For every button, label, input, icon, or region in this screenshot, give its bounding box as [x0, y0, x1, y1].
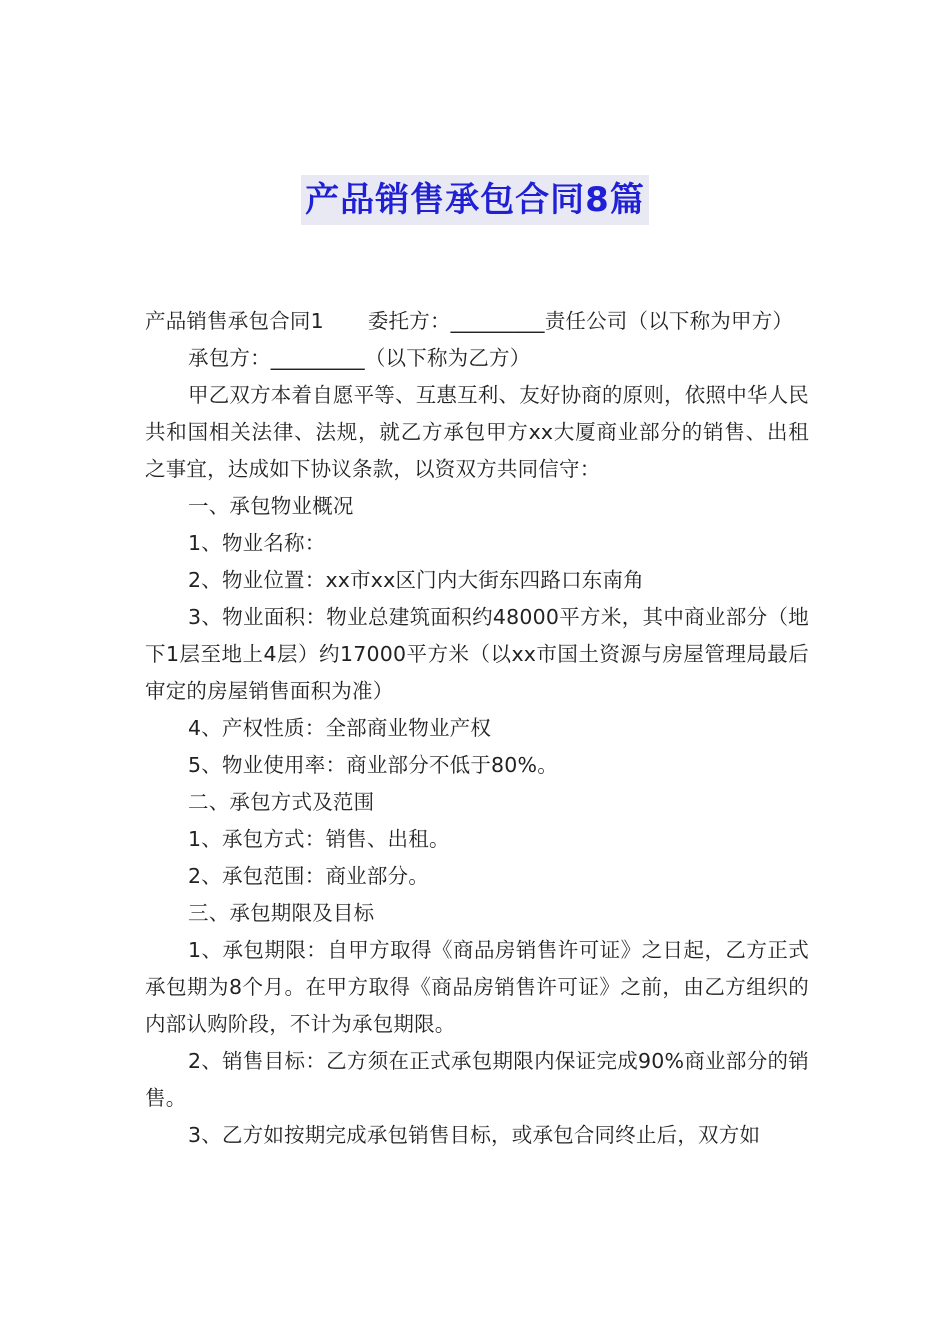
paragraph: 1、承包期限：自甲方取得《商品房销售许可证》之日起，乙方正式承包期为8个月。在甲方取得《商品房销售许可证》之前，由乙方组织的内部认购阶段，不计为承包期限。: [145, 938, 809, 1036]
section-heading: 产品销售承包合同1: [145, 309, 324, 333]
title-area: [0, 175, 950, 225]
paragraph: 2、承包范围：商业部分。: [188, 864, 429, 888]
paragraph: 一、承包物业概况: [188, 494, 354, 518]
paragraph: 承包方：_________（以下称为乙方）: [188, 346, 531, 370]
paragraph: 3、物业面积：物业总建筑面积约48000平方米，其中商业部分（地下1层至地上4层）约17000平方米（以xx市国土资源与房屋管理局最后审定的房屋销售面积为准）: [145, 605, 809, 703]
paragraph: 2、物业位置：xx市xx区门内大街东四路口东南角: [188, 568, 644, 592]
document-body: [145, 303, 809, 1154]
paragraph: 2、销售目标：乙方须在正式承包期限内保证完成90%商业部分的销售。: [145, 1049, 809, 1110]
paragraph: 1、物业名称：: [188, 531, 326, 555]
paragraph: 三、承包期限及目标: [188, 901, 375, 925]
paragraph: 4、产权性质：全部商业物业产权: [188, 716, 492, 740]
paragraph: 甲乙双方本着自愿平等、互惠互利、友好协商的原则，依照中华人民共和国相关法律、法规，就乙方承包甲方xx大厦商业部分的销售、出租之事宜，达成如下协议条款，以资双方共同信守：: [145, 383, 809, 481]
paragraph: 3、乙方如按期完成承包销售目标，或承包合同终止后，双方如: [188, 1123, 761, 1147]
paragraph-first: [145, 303, 809, 340]
paragraph: 5、物业使用率：商业部分不低于80%。: [188, 753, 558, 777]
document-title: 产品销售承包合同8篇: [301, 175, 649, 225]
paragraph: 二、承包方式及范围: [188, 790, 375, 814]
client-line: 委托方：_________责任公司（以下称为甲方）: [367, 309, 794, 333]
paragraph: 1、承包方式：销售、出租。: [188, 827, 450, 851]
